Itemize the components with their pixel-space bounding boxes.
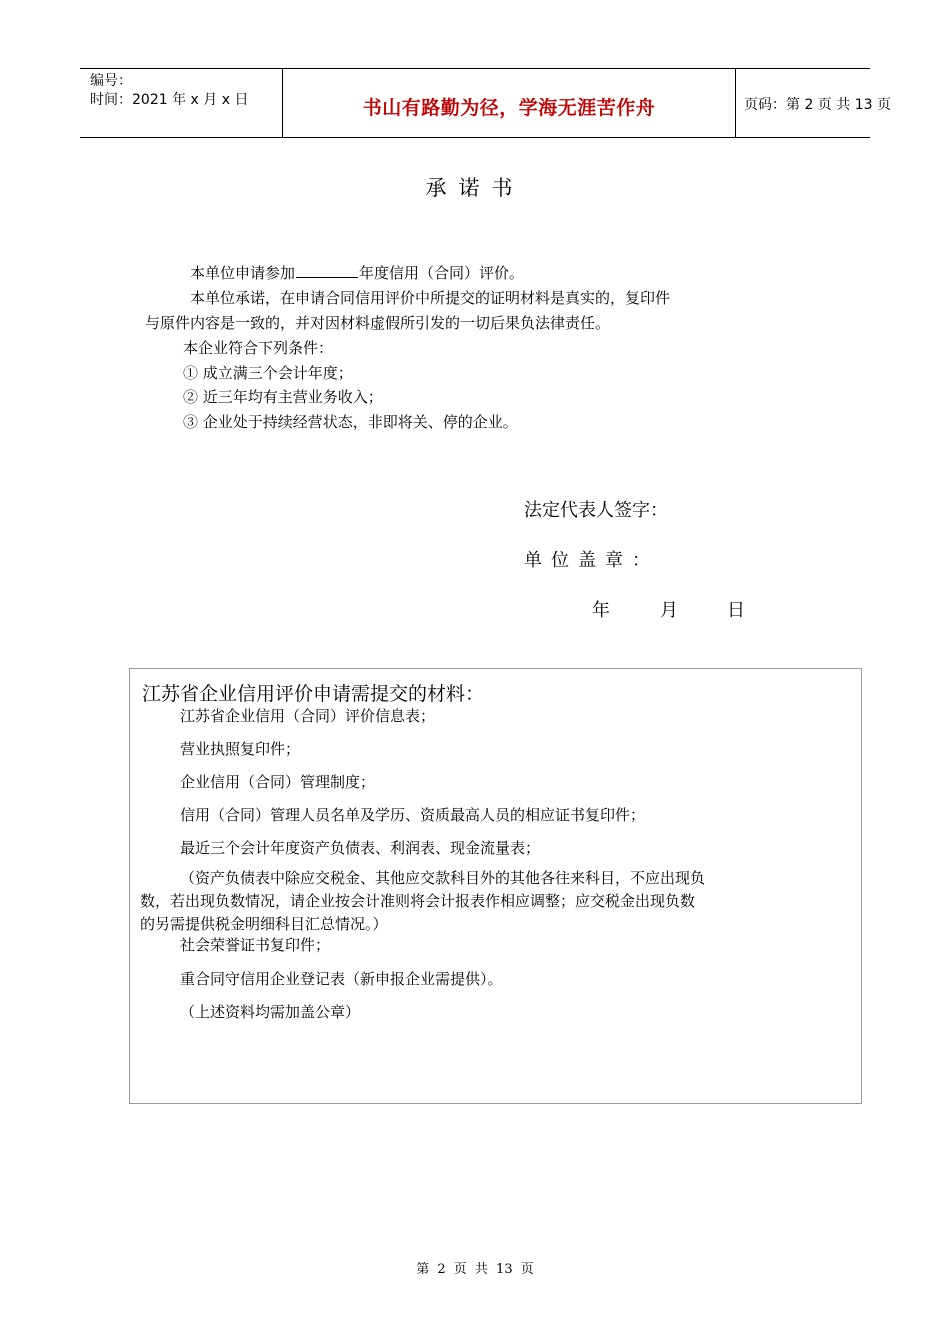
material-item: 社会荣誉证书复印件； [180,936,331,954]
application-line [190,262,524,283]
financial-statement-note [140,867,855,936]
material-item: 信用（合同）管理人员名单及学历、资质最高人员的相应证书复印件； [180,806,646,824]
conditions-intro: 本企业符合下列条件： [183,339,334,357]
materials-title: 江苏省企业信用评价申请需提交的材料： [142,683,485,705]
document-title: 承诺书 [425,176,525,200]
header-motto: 书山有路勤为径，学海无涯苦作舟 [362,97,656,119]
material-item: 企业信用（合同）管理制度； [180,773,376,791]
year-blank[interactable] [296,263,358,278]
date-day-label: 日 [727,600,745,621]
condition-item-1: ① 成立满三个会计年度； [183,364,353,382]
page-footer: 第 2 页 共 13 页 [416,1262,534,1277]
condition-item-3: ③ 企业处于持续经营状态，非即将关、停的企业。 [183,413,518,431]
header-left-cell [80,69,282,137]
unit-seal-label: 单位盖章： [524,550,659,571]
header-motto-cell [282,69,736,137]
header-page-info: 页码：第 2 页 共 13 页 [744,97,891,113]
header-page-cell [735,69,891,137]
date-month-label: 月 [660,600,678,621]
document-number-label: 编号： [90,73,132,89]
seal-requirement-note: （上述资料均需加盖公章） [180,1003,361,1021]
note-line: （资产负债表中除应交税金、其他应交款科目外的其他各往来科目，不应出现负 [180,869,706,887]
commitment-line-1: 本单位承诺，在申请合同信用评价中所提交的证明材料是真实的，复印件 [190,289,671,307]
required-materials-box [129,668,862,1104]
material-item: 江苏省企业信用（合同）评价信息表； [180,707,436,725]
application-line-end: 年度信用（合同）评价。 [359,264,525,282]
application-line-start: 本单位申请参加 [190,264,296,282]
legal-representative-signature-label: 法定代表人签字： [524,500,668,521]
note-line: 数，若出现负数情况，请企业按会计准则将会计报表作相应调整；应交税金出现负数 [140,892,696,910]
material-item: 最近三个会计年度资产负债表、利润表、现金流量表； [180,839,541,857]
date-year-label: 年 [592,600,610,621]
page-header [80,68,891,138]
document-time-label: 时间：2021 年 x 月 x 日 [90,92,249,108]
condition-item-2: ② 近三年均有主营业务收入； [183,388,383,406]
material-item: 营业执照复印件； [180,740,301,758]
material-item: 重合同守信用企业登记表（新申报企业需提供）。 [180,970,503,988]
note-line: 的另需提供税金明细科目汇总情况。） [140,915,388,933]
commitment-line-2: 与原件内容是一致的，并对因材料虚假所引发的一切后果负法律责任。 [145,314,611,332]
